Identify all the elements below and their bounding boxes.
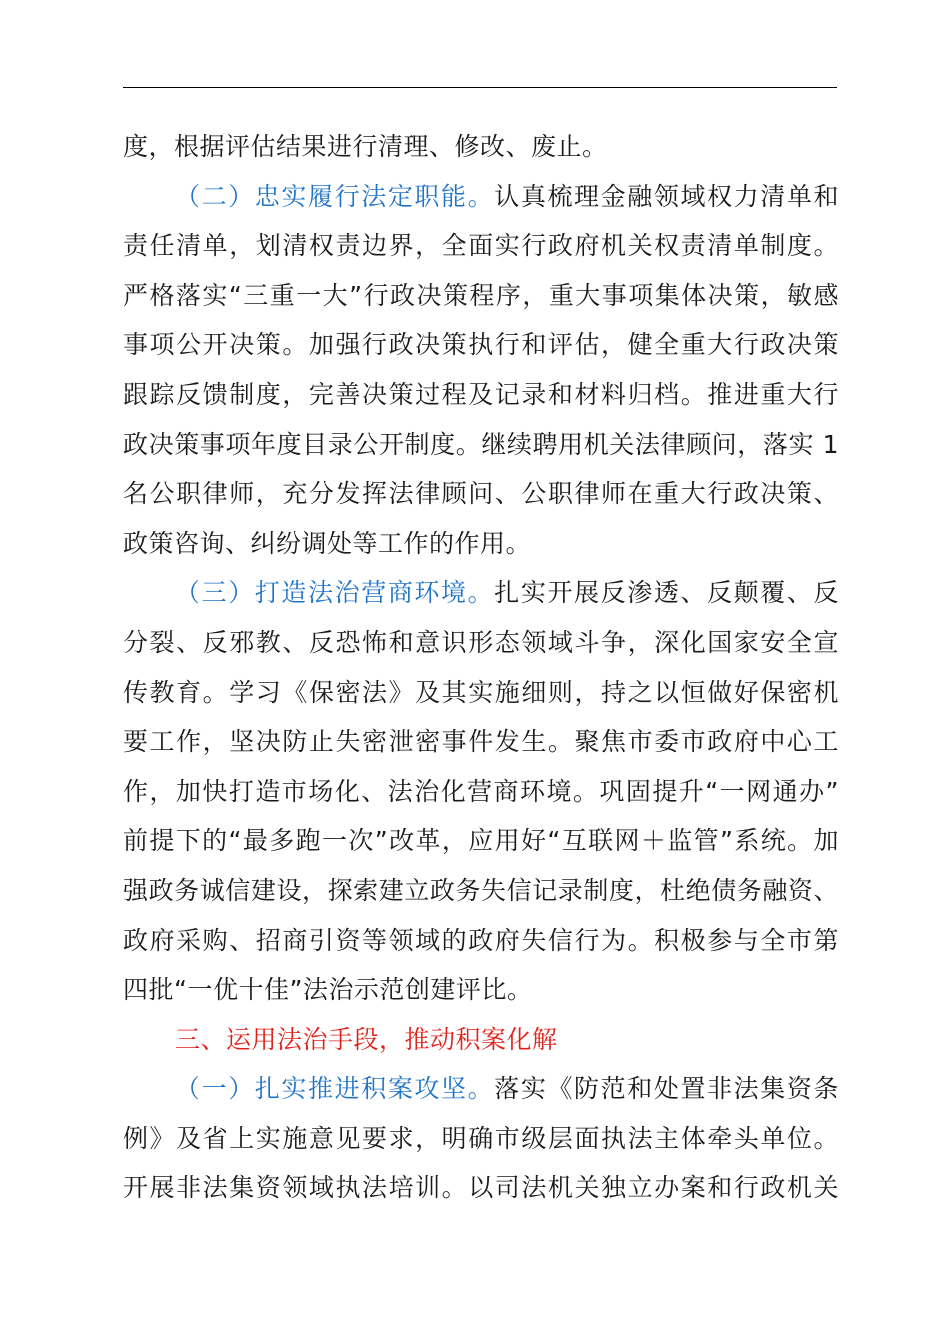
paragraph-line: 作，加快打造市场化、法治化营商环境。巩固提升“一网通办” — [123, 776, 839, 806]
subheading-1: （一）扎实推进积案攻坚。 — [175, 1074, 495, 1104]
paragraph-line: 开展非法集资领域执法培训。以司法机关独立办案和行政机关 — [123, 1173, 839, 1203]
paragraph-line: 传教育。学习《保密法》及其实施细则，持之以恒做好保密机 — [123, 677, 839, 707]
paragraph-line: 要工作，坚决防止失密泄密事件发生。聚焦市委市政府中心工 — [123, 727, 839, 757]
paragraph-text: 落实《防范和处置非法集资条 — [494, 1074, 839, 1104]
subheading-line — [123, 1064, 839, 1114]
paragraph-line: 强政务诚信建设，探索建立政务失信记录制度，杜绝债务融资、 — [123, 875, 839, 905]
paragraph-line: 四批“一优十佳”法治示范创建评比。 — [123, 975, 533, 1005]
subheading-line — [123, 568, 839, 618]
paragraph-line: 度，根据评估结果进行清理、修改、废止。 — [123, 132, 608, 161]
paragraph-line: 责任清单，划清权责边界，全面实行政府机关权责清单制度。 — [123, 231, 839, 261]
subheading-3: （三）打造法治营商环境。 — [175, 578, 495, 608]
paragraph-line: 分裂、反邪教、反恐怖和意识形态领域斗争，深化国家安全宣 — [123, 627, 839, 657]
paragraph-line: 跟踪反馈制度，完善决策过程及记录和材料归档。推进重大行 — [123, 379, 839, 409]
document-body — [123, 122, 839, 1213]
section-heading-3: 三、运用法治手段，推动积案化解 — [175, 1024, 558, 1054]
paragraph-line: 事项公开决策。加强行政决策执行和评估，健全重大行政决策 — [123, 330, 839, 360]
header-rule — [123, 87, 837, 88]
paragraph-line: 例》及省上实施意见要求，明确市级层面执法主体牵头单位。 — [123, 1123, 839, 1153]
subheading-line — [123, 172, 839, 222]
paragraph-line: 政府采购、招商引资等领域的政府失信行为。积极参与全市第 — [123, 925, 839, 955]
paragraph-text: 认真梳理金融领域权力清单和 — [494, 181, 839, 211]
paragraph-line: 严格落实“三重一大”行政决策程序，重大事项集体决策，敏感 — [123, 280, 839, 310]
paragraph-line: 前提下的“最多跑一次”改革，应用好“互联网＋监管”系统。加 — [123, 826, 839, 856]
paragraph-text: 扎实开展反渗透、反颠覆、反 — [494, 578, 839, 608]
subheading-2: （二）忠实履行法定职能。 — [175, 181, 495, 211]
paragraph-line: 政策咨询、纠纷调处等工作的作用。 — [123, 528, 532, 558]
paragraph-line: 名公职律师，充分发挥法律顾问、公职律师在重大行政决策、 — [123, 479, 839, 509]
paragraph-line: 政决策事项年度目录公开制度。继续聘用机关法律顾问，落实 1 — [123, 429, 839, 459]
